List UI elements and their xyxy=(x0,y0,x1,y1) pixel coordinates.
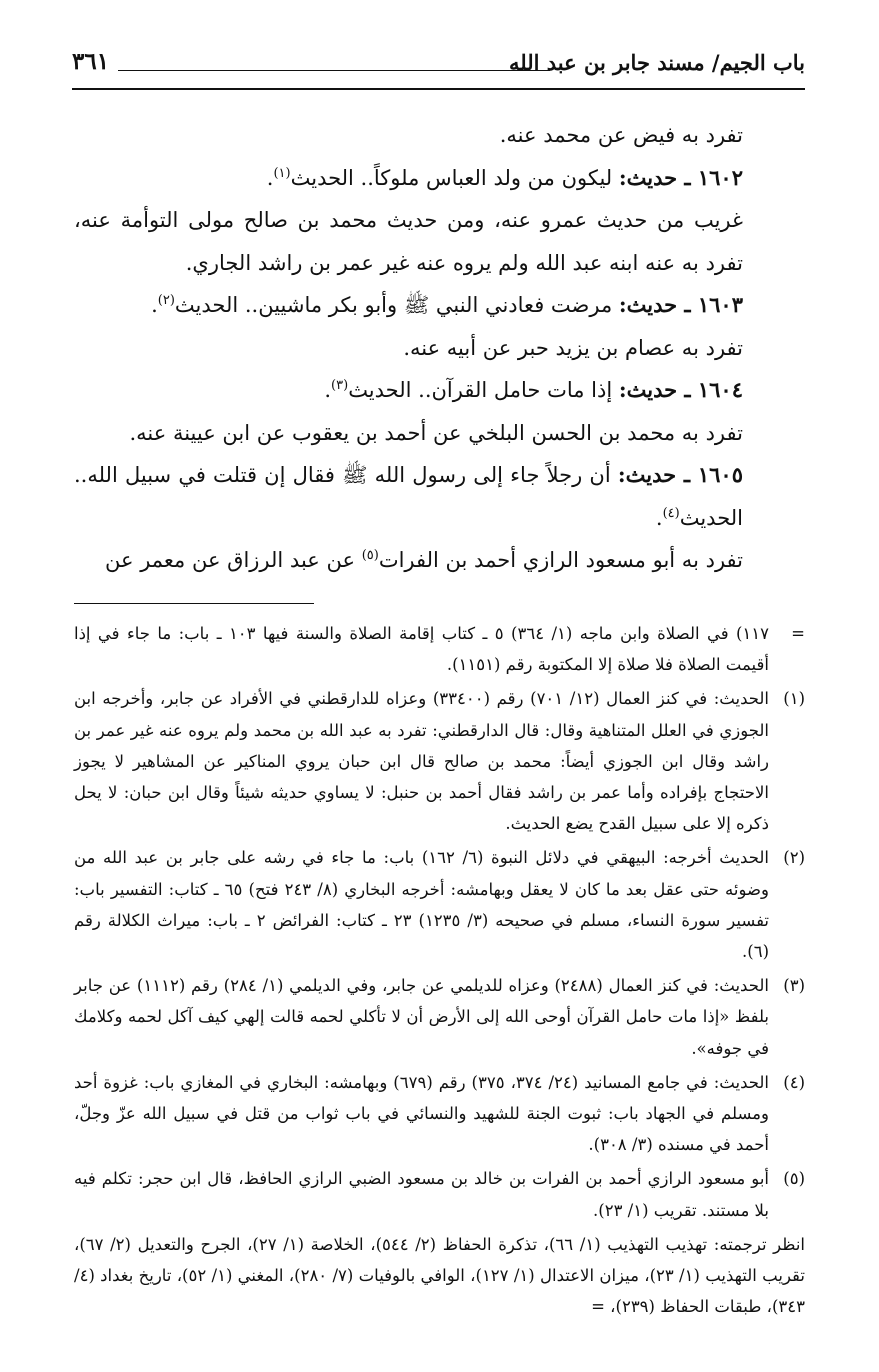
footnote-3 xyxy=(74,970,805,1064)
footnote-marker: (٢) xyxy=(783,848,805,868)
footnote-2 xyxy=(74,842,805,967)
footnote-1 xyxy=(74,683,805,839)
running-title: باب الجيم/ مسند جابر بن عبد الله xyxy=(509,50,805,75)
hadith-number: ١٦٠٣ ـ حديث: xyxy=(618,292,743,317)
hadith-text: أن رجلاً جاء إلى رسول الله ﷺ فقال إن قتلت في سبيل الله.. الحديث xyxy=(74,463,743,530)
paragraph: غريب من حديث عمرو عنه، ومن حديث محمد بن صالح مولى التوأمة عنه، تفرد به عنه ابنه عبد الله ولم يروه عنه غير عمر بن راشد الجاري. xyxy=(74,208,743,275)
paragraph: تفرد به فيض عن محمد عنه. xyxy=(499,123,743,147)
hadith-text: ليكون من ولد العباس ملوكاً.. الحديث xyxy=(290,165,619,190)
paragraph: تفرد به أبو مسعود الرازي أحمد بن الفرات$^{(٥)}$ عن عبد الرزاق عن معمر عن xyxy=(105,548,743,572)
footnote-4 xyxy=(74,1067,805,1161)
footnote-marker: (١) xyxy=(783,689,805,709)
hadith-number: ١٦٠٤ ـ حديث: xyxy=(618,377,743,402)
footnote-text: أبو مسعود الرازي أحمد بن الفرات بن خالد بن مسعود الضبي الرازي الحافظ، قال ابن حجر: تكلم فيه بلا مستند. تقريب (١/ ٢٣). xyxy=(74,1169,769,1220)
footnote-5-continuation: انظر ترجمته: تهذيب التهذيب (١/ ٦٦)، تذكرة الحفاظ (٢/ ٥٤٤)، الخلاصة (١/ ٢٧)، الجرح والتعديل (٢/ ٦٧)، تقريب التهذيب (١/ ٢٣)، ميزان الاعتدال (١/ ١٢٧)، الوافي بالوفيات (٧/ ٢٨٠)، المغني (١/ ٥٢)، تاريخ بغداد (٤/ ٣٤٣)، طبقات الحفاظ (٢٣٩)، = xyxy=(74,1234,805,1317)
paragraph: تفرد به عصام بن يزيد حبر عن أبيه عنه. xyxy=(403,335,743,360)
footnote-text: الحديث: في جامع المسانيد (٢٤/ ٣٧٤، ٣٧٥) رقم (٦٧٩) وبهامشه: البخاري في المغازي باب: غزوة أحد ومسلم في الجهاد باب: ثبوت الجنة للشهيد والنسائي في باب ثواب من قتل في سبيل الله عزّ وجلّ، أحمد في مسنده (٣/ ٣٠٨). xyxy=(74,1072,770,1155)
footnote-text: الحديث أخرجه: البيهقي في دلائل النبوة (٦/ ١٦٢) باب: ما جاء في رشه على جابر بن عبد الله من وضوئه حتى عقل بعد ما كان لا يعقل وبهامشه: أخرجه البخاري (٨/ ٢٤٣ فتح) ٦٥ ـ كتاب: التفسير باب: تفسير سورة النساء، مسلم في صحيحه (٣/ ١٢٣٥) ٢٣ ـ كتاب: الفرائض ٢ ـ باب: ميراث الكلالة رقم (٦). xyxy=(74,848,770,962)
paragraph: تفرد به محمد بن الحسن البلخي عن أحمد بن يعقوب عن ابن عيينة عنه. xyxy=(129,420,743,445)
main-text xyxy=(74,114,805,582)
footnote-marker: = xyxy=(791,624,805,643)
hadith-1602: ١٦٠٢ ـ حديث: ليكون من ولد العباس ملوكاً.. الحديث$^{(١)}$. xyxy=(266,164,743,190)
footnote-ref[interactable]: (٥) xyxy=(361,548,379,563)
footnote-ref[interactable]: (٢) xyxy=(157,293,175,308)
hadith-text: إذا مات حامل القرآن.. الحديث xyxy=(348,378,619,402)
footnote-separator xyxy=(74,603,314,604)
hadith-1604: ١٦٠٤ ـ حديث: إذا مات حامل القرآن.. الحديث$^{(٣)}$. xyxy=(324,377,743,402)
footnote-5 xyxy=(74,1163,805,1225)
page-header xyxy=(72,44,805,90)
footnote-ref[interactable]: (٣) xyxy=(331,378,349,393)
footnote-marker: (٥) xyxy=(783,1169,805,1189)
footnote-ref[interactable]: (٤) xyxy=(662,505,680,521)
footnote-text: الحديث: في كنز العمال (١٢/ ٧٠١) رقم (٣٣٤٠٠) وعزاه للدارقطني في الأفراد عن جابر، وأخرجه ابن الجوزي في العلل المتناهية وقال: قال الدارقطني: تفرد به عبد الله بن محمد ولم يروه عنه غير عمر بن راشد وقال ابن الجوزي أيضاً: محمد بن صالح قال ابن حبان يروي المناكير عن المشاهير لا يجوز الاحتجاج بإفراده وأما عمر بن راشد فقال أحمد بن حنبل: لا يساوي حديثه شيئاً وقال ابن حبان: لا يحل ذكره إلا على سبيل القدح يضع الحديث. xyxy=(74,689,769,834)
footnote-marker: (٣) xyxy=(783,976,805,996)
hadith-1603: ١٦٠٣ ـ حديث: مرضت فعادني النبي ﷺ وأبو بكر ماشيين.. الحديث$^{(٢)}$. xyxy=(151,292,743,317)
footnote-marker: (٤) xyxy=(783,1072,805,1092)
hadith-1605: ١٦٠٥ ـ حديث: أن رجلاً جاء إلى رسول الله ﷺ فقال إن قتلت في سبيل الله.. الحديث$^{(٤)}$. xyxy=(74,462,743,530)
footnote-text: ١١٧) في الصلاة وابن ماجه (١/ ٣٦٤) ٥ ـ كتاب إقامة الصلاة والسنة فيها ١٠٣ ـ باب: ما جاء في إذا أقيمت الصلاة فلا صلاة إلا المكتوبة رقم (١١٥١). xyxy=(74,624,770,675)
header-rule xyxy=(72,88,805,90)
hadith-number: ١٦٠٢ ـ حديث: xyxy=(618,164,743,190)
header-leader-line xyxy=(118,70,550,71)
hadith-number: ١٦٠٥ ـ حديث: xyxy=(617,462,743,487)
footnote-text: الحديث: في كنز العمال (٢٤٨٨) وعزاه للديلمي عن جابر، وفي الديلمي (١/ ٢٨٤) رقم (١١١٢) عن جابر بلفظ «إذا مات حامل القرآن أوحى الله إلى الأرض أن لا تأكلي لحمه قالت إلهي كيف آكل لحمه وكلامك في جوفه». xyxy=(74,976,769,1058)
hadith-text: مرضت فعادني النبي ﷺ وأبو بكر ماشيين.. الحديث xyxy=(174,293,619,317)
footnotes xyxy=(74,618,805,1322)
page-number: ٣٦١ xyxy=(72,48,110,75)
footnote-ref[interactable]: (١) xyxy=(273,165,291,181)
footnote-continuation xyxy=(74,618,805,680)
